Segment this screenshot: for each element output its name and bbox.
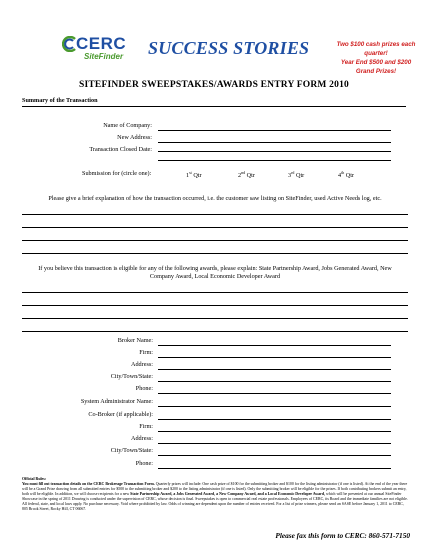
- explain-prompt: Please give a brief explanation of how the transaction occurred, i.e. the customer saw listing on SiteFinder, used Active Needs log, etc.: [48, 195, 382, 202]
- q3-num: 3: [288, 172, 292, 180]
- q2-txt: Qtr: [246, 172, 255, 180]
- broker-name-label: Broker Name:: [117, 337, 153, 344]
- q2-option[interactable]: [238, 170, 255, 179]
- awards-prompt: If you believe this transaction is eligible for any of the following awards, please explain: State Partnership Award, Jobs Generated Award, New Company Award, Local Economic Developer Award: [38, 265, 392, 280]
- company-label: Name of Company:: [103, 122, 152, 129]
- closed-date-label: Transaction Closed Date:: [89, 146, 152, 153]
- explain-line-2[interactable]: [22, 227, 408, 228]
- form-title: SITEFINDER SWEEPSTAKES/AWARDS ENTRY FORM 2010: [79, 80, 349, 90]
- q2-num: 2: [238, 172, 242, 180]
- awards-line-1[interactable]: [22, 292, 408, 293]
- address-field-2[interactable]: [158, 151, 391, 152]
- explain-line-1[interactable]: [22, 214, 408, 215]
- fax-instruction: Please fax this form to CERC: 860-571-7150: [275, 531, 410, 540]
- summary-heading: Summary of the Transaction: [22, 97, 98, 104]
- explain-line-4[interactable]: [22, 253, 408, 254]
- rules-intro: You must fill out transaction details on the CERC Brokerage Transaction Form.: [22, 482, 155, 486]
- divider: [22, 106, 406, 107]
- q1-option[interactable]: [186, 170, 202, 179]
- awards-line-2[interactable]: [22, 305, 408, 306]
- rules-body: Quarterly prizes will include: One cash prize of $100 for the submitting broker and $100 for the listing administrator (if one is listed). At the end of the year there will be a Grand Prize drawing from all submitted entries for $500 to the submitting broker and $200 to the listing administrator (if one is listed). Only the submitting broker will be eligible for the prizes. If both contributing brokers submit an entry, both will be eligible. In addition, we will choose recipients for a new: [22, 482, 408, 496]
- prizes-line-1: Two $100 cash prizes each: [336, 41, 416, 48]
- firm-field[interactable]: [158, 357, 391, 358]
- q3-txt: Qtr: [295, 172, 305, 180]
- logo-subtext: SiteFinder: [84, 52, 124, 61]
- q3-option[interactable]: [288, 170, 304, 179]
- q1-txt: Qtr: [193, 172, 202, 180]
- address-field-broker[interactable]: [158, 369, 391, 370]
- cobroker-field[interactable]: [158, 419, 391, 420]
- q1-num: 1: [186, 172, 190, 180]
- sys-admin-field[interactable]: [158, 406, 391, 407]
- prizes-callout: [328, 40, 424, 76]
- q4-num: 4: [338, 172, 342, 180]
- firm2-label: Firm:: [139, 423, 153, 430]
- city-label: City/Town/State:: [110, 373, 153, 380]
- prizes-line-4: Grand Prizes!: [355, 68, 397, 75]
- sys-admin-label: System Administrator Name:: [80, 398, 153, 405]
- phone-field[interactable]: [158, 393, 391, 394]
- submission-label: Submission for (circle one):: [82, 170, 152, 177]
- phone2-field[interactable]: [158, 468, 391, 469]
- phone2-label: Phone:: [135, 460, 153, 467]
- broker-name-field[interactable]: [158, 345, 391, 346]
- cerc-logo: [62, 34, 142, 64]
- address2-field[interactable]: [158, 443, 391, 444]
- q4-txt: Qtr: [345, 172, 355, 180]
- awards-line-3[interactable]: [22, 318, 408, 319]
- address-field[interactable]: [158, 142, 391, 143]
- q4-sup: th: [341, 170, 345, 175]
- logo-text: CERC: [76, 34, 127, 53]
- address-label: New Address:: [117, 134, 152, 141]
- rules-body-2: which will be presented at our annual SiteFinder Showcase in the spring of 2011 Drawing is conducted under the supervision of CERC, whose decision is final. Sweepstakes is open to commercial real estate professionals. Employees of CERC, its Board and the immediate families are not eligible. All federal, state, and local laws apply. No purchase necessary. Void where prohibited by law. Odds of winning are dependent upon the number of entries received. For a list of prize winners, please send an SASE before January 1, 2011 to CERC, 805 Brook Street, Rocky Hill, CT 06067.: [22, 492, 408, 511]
- prizes-line-2: quarter!: [364, 50, 388, 57]
- official-rules: [22, 477, 408, 512]
- address2-label: Address:: [131, 435, 153, 442]
- closed-date-field[interactable]: [158, 160, 391, 161]
- firm-label: Firm:: [139, 349, 153, 356]
- city2-field[interactable]: [158, 455, 391, 456]
- prizes-line-3: Year End $500 and $200: [340, 59, 412, 66]
- q4-option[interactable]: [338, 170, 354, 179]
- company-field[interactable]: [158, 130, 391, 131]
- rules-heading: Official Rules:: [22, 477, 47, 481]
- explain-line-3[interactable]: [22, 240, 408, 241]
- success-stories-title: SUCCESS STORIES: [148, 38, 310, 58]
- awards-line-4[interactable]: [22, 331, 408, 332]
- q1-sup: st: [189, 170, 192, 175]
- city2-label: City/Town/State:: [110, 447, 153, 454]
- address-label-broker: Address:: [131, 361, 153, 368]
- rules-awards: State Partnership Award, a Jobs Generated Award, a New Company Award, and a Local Economic Developer Award,: [130, 492, 325, 496]
- city-field[interactable]: [158, 381, 391, 382]
- firm2-field[interactable]: [158, 431, 391, 432]
- phone-label: Phone:: [135, 385, 153, 392]
- q2-sup: nd: [241, 170, 246, 175]
- q3-sup: rd: [291, 170, 295, 175]
- cobroker-label: Co-Broker (if applicable):: [88, 411, 153, 418]
